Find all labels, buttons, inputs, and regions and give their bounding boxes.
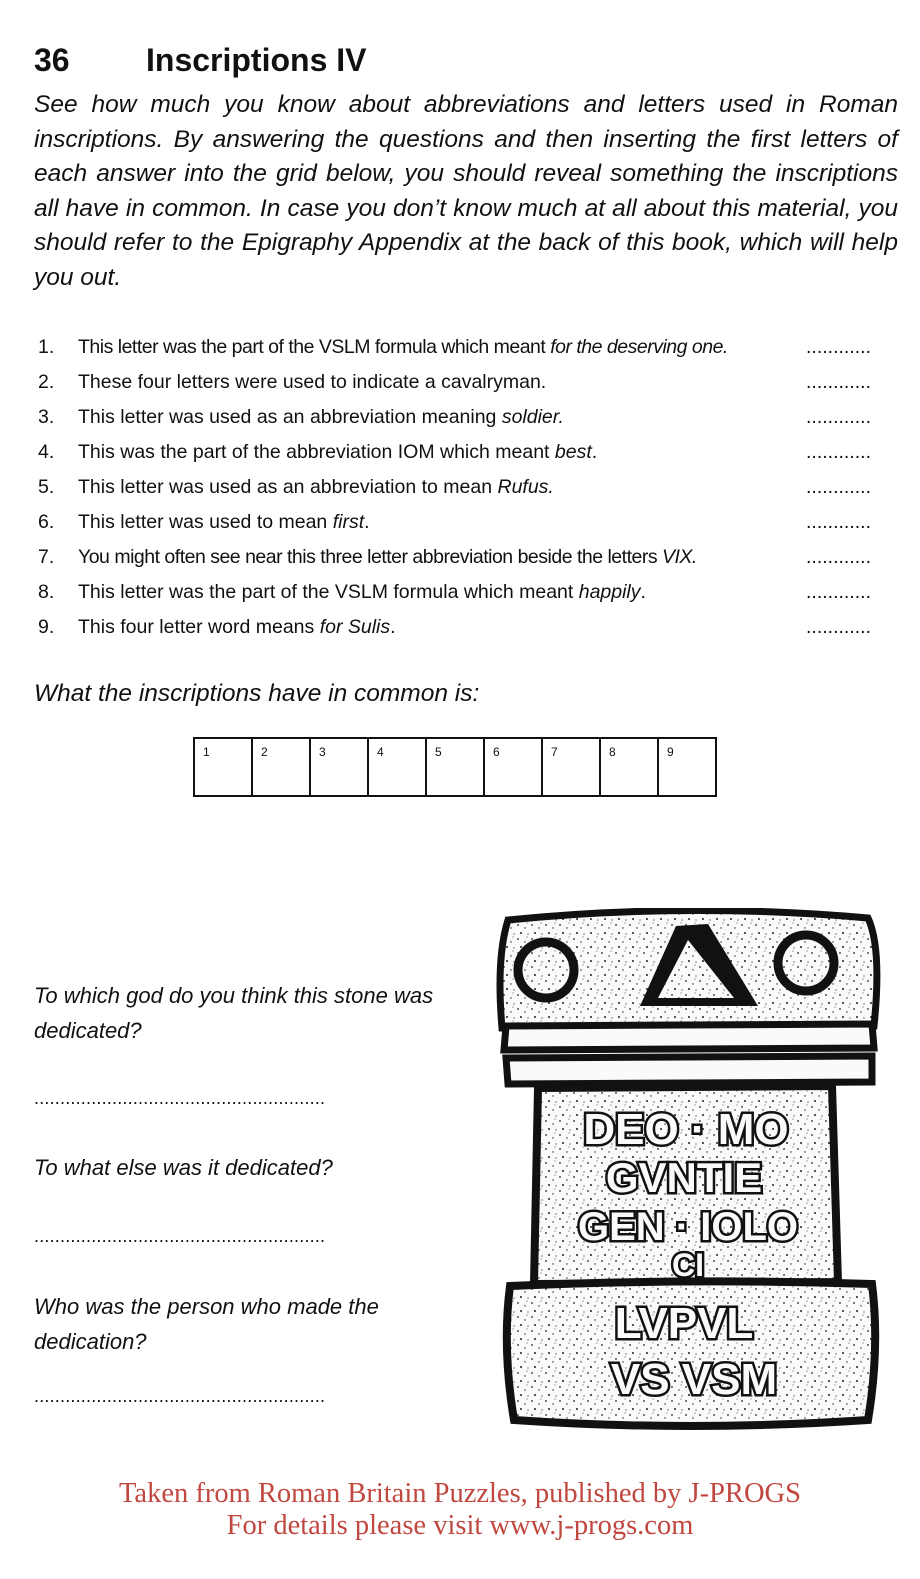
answer-blank[interactable]: ............ xyxy=(806,441,872,463)
question-item xyxy=(38,579,880,614)
grid-cell[interactable]: 5 xyxy=(426,738,484,796)
inscription-line-3: GEN · IOLO xyxy=(578,1205,798,1249)
question-item xyxy=(38,334,880,369)
question-number: 6. xyxy=(38,511,55,533)
question-number: 1. xyxy=(38,336,55,358)
grid-cell[interactable]: 3 xyxy=(310,738,368,796)
question-number: 7. xyxy=(38,546,55,568)
answer-blank[interactable]: ............ xyxy=(806,511,872,533)
page-footer xyxy=(0,1478,920,1542)
answer-blank[interactable]: ............ xyxy=(806,616,872,638)
inscription-line-5: LVPVL xyxy=(614,1299,754,1348)
question-text: This letter was used to mean first. xyxy=(78,511,370,533)
side-question-god: To which god do you think this stone was dedicated? xyxy=(34,983,434,1043)
question-number: 3. xyxy=(38,406,55,428)
answer-blank[interactable]: ............ xyxy=(806,581,872,603)
answer-blank-else[interactable]: ........................................................ xyxy=(34,1226,326,1246)
answer-blank[interactable]: ............ xyxy=(806,406,872,428)
grid-cell[interactable]: 9 xyxy=(658,738,716,796)
grid-cell[interactable]: 7 xyxy=(542,738,600,796)
question-number: 4. xyxy=(38,441,55,463)
question-text: These four letters were used to indicate a cavalryman. xyxy=(78,371,547,393)
altar-ledge xyxy=(504,1024,874,1050)
answer-blank[interactable]: ............ xyxy=(806,336,872,358)
question-text: This letter was used as an abbreviation to mean Rufus. xyxy=(78,476,554,498)
question-item xyxy=(38,614,880,649)
question-item xyxy=(38,474,880,509)
answer-blank[interactable]: ............ xyxy=(806,476,872,498)
inscription-line-2: GVNTIE xyxy=(605,1154,763,1201)
side-question-person: Who was the person who made the dedication? xyxy=(34,1294,379,1354)
intro-paragraph: See how much you know about abbreviations and letters used in Roman inscriptions. By answering the questions and then inserting the first letters of each answer into the grid below, you should reveal something the inscriptions all have in common. In case you don’t know much at all about this material, you should refer to the Epigraphy Appendix at the back of this book, which will help you out. xyxy=(34,91,898,291)
inscription-line-1: DEO · MO xyxy=(583,1105,789,1154)
answer-blank-god[interactable]: ........................................................ xyxy=(34,1088,326,1108)
altar-ledge-lower xyxy=(506,1056,872,1084)
question-item xyxy=(38,404,880,439)
answer-blank[interactable]: ............ xyxy=(806,371,872,393)
side-question-else: To what else was it dedicated? xyxy=(34,1155,333,1180)
puzzle-number: 36 xyxy=(34,42,70,78)
question-list xyxy=(38,334,880,649)
page-title: Inscriptions IV xyxy=(146,42,367,78)
question-text: This letter was the part of the VSLM formula which meant happily. xyxy=(78,581,646,603)
question-text: This four letter word means for Sulis. xyxy=(78,616,396,638)
question-text: This letter was used as an abbreviation meaning soldier. xyxy=(78,406,564,428)
question-item xyxy=(38,509,880,544)
answer-blank[interactable]: ............ xyxy=(806,546,872,568)
question-number: 8. xyxy=(38,581,55,603)
grid-cell[interactable]: 6 xyxy=(484,738,542,796)
grid-cell[interactable]: 4 xyxy=(368,738,426,796)
question-text: This letter was the part of the VSLM formula which meant for the deserving one. xyxy=(78,336,728,358)
answer-blank-person[interactable]: ........................................................ xyxy=(34,1386,326,1406)
altar-bolster-left xyxy=(518,942,574,998)
question-number: 2. xyxy=(38,371,55,393)
altar-bolster-right xyxy=(778,935,834,991)
question-text: You might often see near this three letter abbreviation beside the letters VIX. xyxy=(78,546,697,568)
altar-stone-illustration xyxy=(488,908,888,1438)
footer-credit: Taken from Roman Britain Puzzles, published by J-PROGS xyxy=(119,1478,801,1509)
answer-grid xyxy=(193,737,717,797)
question-text: This was the part of the abbreviation IOM which meant best. xyxy=(78,441,598,463)
grid-cell[interactable]: 8 xyxy=(600,738,658,796)
question-item xyxy=(38,369,880,404)
footer-link[interactable]: For details please visit www.j-progs.com xyxy=(226,1510,694,1541)
grid-cell[interactable]: 2 xyxy=(252,738,310,796)
inscription-line-4: CI xyxy=(672,1247,704,1283)
inscription-line-6: VS VSM xyxy=(610,1355,778,1404)
question-item xyxy=(38,439,880,474)
common-prompt: What the inscriptions have in common is: xyxy=(34,680,480,707)
question-item xyxy=(38,544,880,579)
question-number: 9. xyxy=(38,616,55,638)
grid-cell[interactable]: 1 xyxy=(194,738,252,796)
question-number: 5. xyxy=(38,476,55,498)
